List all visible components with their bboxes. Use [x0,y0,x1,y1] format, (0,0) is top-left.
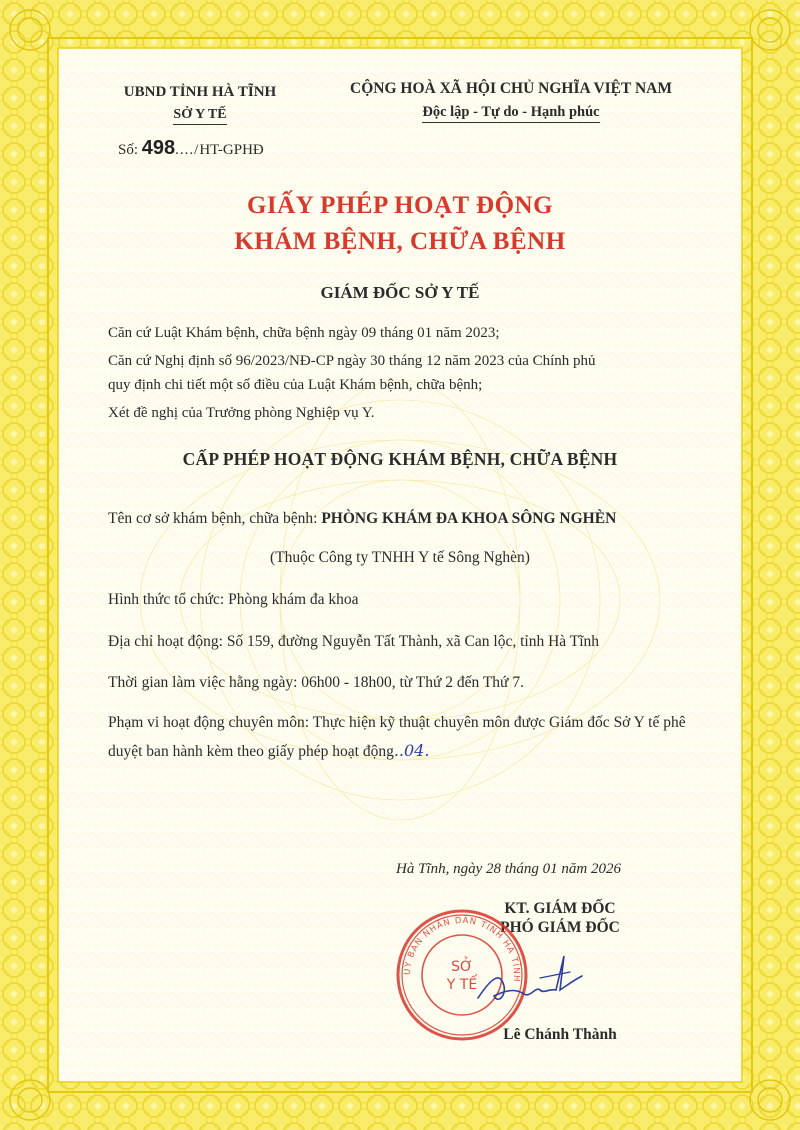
address-row [108,629,708,655]
scope-value: Thực hiện kỹ thuật chuyên môn được Giám đốc Sở Y tế phê duyệt ban hành kèm theo giấy phép hoạt động [108,714,686,760]
working-hours-row [108,670,708,696]
authority-name: UBND TỈNH HÀ TĨNH [123,84,277,100]
address-value: Số 159, đường Nguyễn Tất Thành, xã Can lộc, tỉnh Hà Tĩnh [226,633,600,650]
document-number [118,137,264,160]
scope-row [108,709,708,766]
nation-name: CỘNG HOÀ XÃ HỘI CHỦ NGHĨA VIỆT NAM [350,80,672,97]
facility-value: PHÒNG KHÁM ĐA KHOA SÔNG NGHÈN [321,510,617,527]
facility-name-row [108,506,708,532]
address-label: Địa chỉ hoạt động: [108,633,223,650]
form-label: Hình thức tổ chức: [108,591,225,608]
doc-number-value: 498 [141,137,176,159]
facility-owner: (Thuộc Công ty TNHH Y tế Sông Nghèn) [270,549,530,566]
place-and-date: Hà Tĩnh, ngày 28 tháng 01 năm 2026 [396,861,621,877]
national-motto: Độc lập - Tự do - Hạnh phúc [422,104,599,123]
legal-basis-line: quy định chi tiết một số điều của Luật Khám bệnh, chữa bệnh; [108,377,483,393]
scope-label: Phạm vi hoạt động chuyên môn: [108,714,310,731]
document-title-line2: KHÁM BỆNH, CHỮA BỆNH [234,228,566,255]
issuer-title: GIÁM ĐỐC SỞ Y TẾ [320,283,480,302]
issuing-authority-block [100,84,300,125]
hours-value: 06h00 - 18h00, từ Thứ 2 đến Thứ 7. [301,674,524,691]
decision-heading: CẤP PHÉP HOẠT ĐỘNG KHÁM BỆNH, CHỮA BỆNH [182,449,618,469]
document-title-line1: GIẤY PHÉP HOẠT ĐỘNG [246,192,554,219]
handwritten-signature [470,950,590,1020]
department-name: SỞ Y TẾ [173,107,226,125]
legal-basis-line: Căn cứ Luật Khám bệnh, chữa bệnh ngày 09 tháng 01 năm 2023; [108,325,500,341]
legal-basis-line: Xét đề nghị của Trưởng phòng Nghiệp vụ Y. [108,405,375,421]
doc-number-prefix: Số: [118,142,139,158]
form-value: Phòng khám đa khoa [228,591,359,608]
scope-handwritten-number: ..04. [393,741,430,760]
legal-basis-line: Căn cứ Nghị định số 96/2023/NĐ-CP ngày 30 tháng 12 năm 2023 của Chính phủ [108,353,596,369]
stamp-ring-text: UỶ BAN NHÂN DÂN TỈNH HÀ TĨNH [402,915,522,983]
hours-label: Thời gian làm việc hằng ngày: [108,674,298,691]
doc-number-dots: ..../ [175,142,200,158]
facility-label: Tên cơ sở khám bệnh, chữa bệnh: [108,510,318,527]
signatory-subtitle: PHÓ GIÁM ĐỐC [500,919,620,936]
doc-number-suffix: HT-GPHĐ [199,142,264,158]
organization-form-row [108,587,708,613]
signatory-title: KT. GIÁM ĐỐC [504,900,616,917]
signer-name: Lê Chánh Thành [503,1026,617,1043]
national-heading [318,80,704,123]
stamp-center-line2: Y TẾ [446,977,478,993]
stamp-center-line1: SỞ [451,959,473,975]
